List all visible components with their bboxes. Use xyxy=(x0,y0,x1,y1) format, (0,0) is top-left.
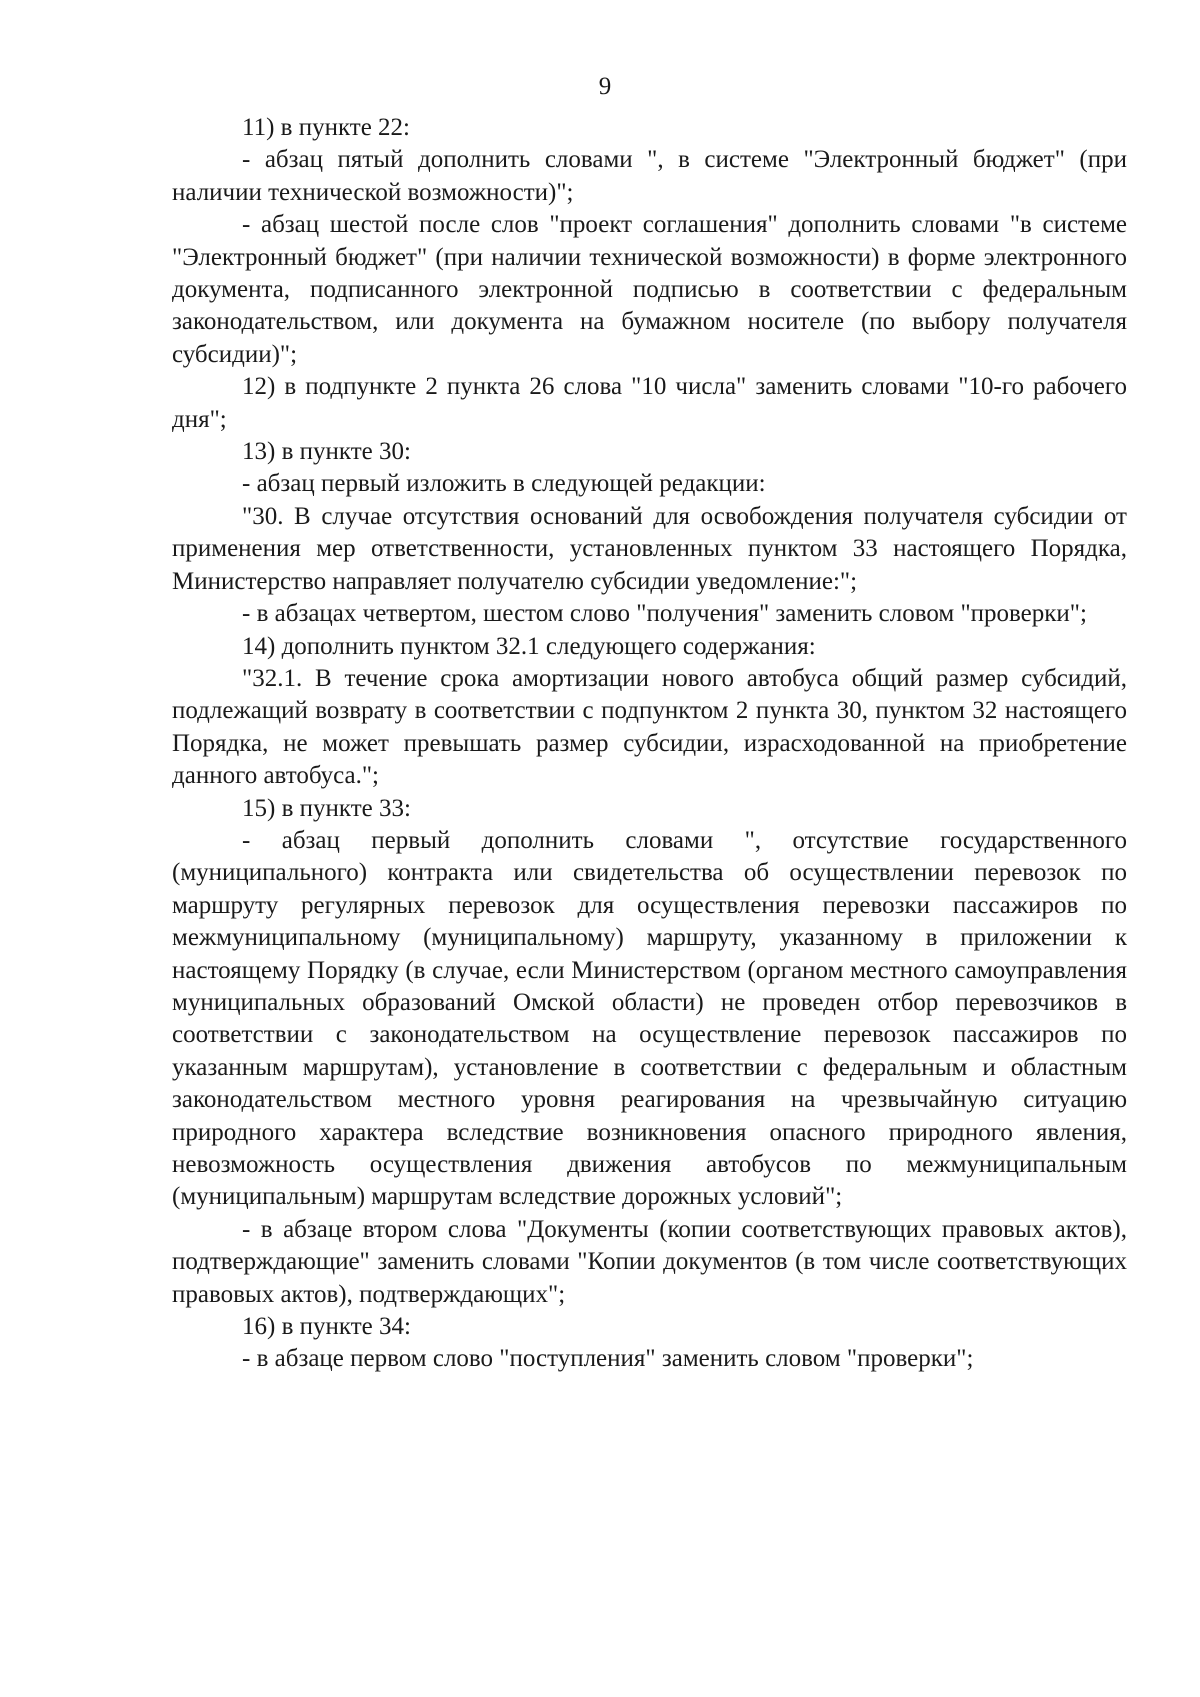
paragraph: 12) в подпункте 2 пункта 26 слова "10 числа" заменить словами "10-го рабочего дня"; xyxy=(172,373,1127,433)
paragraph: 15) в пункте 33: xyxy=(242,794,411,822)
paragraph: "30. В случае отсутствия оснований для освобождения получателя субсидии от применения мер ответственности, установленных пунктом 33 настоящего Порядка, Министерство направляет получателю субсидии уведомление:"; xyxy=(172,502,1127,595)
paragraph: 14) дополнить пунктом 32.1 следующего содержания: xyxy=(242,632,816,660)
paragraph: - в абзаце втором слова "Документы (копии соответствующих правовых актов), подтверждающие" заменить словами "Копии документов (в том числе соответствующих правовых актов), подтверждающих"; xyxy=(172,1215,1127,1308)
paragraph: "32.1. В течение срока амортизации нового автобуса общий размер субсидий, подлежащий возврату в соответствии с подпунктом 2 пункта 30, пунктом 32 настоящего Порядка, не может превышать размер субсидии, израсходованной на приобретение данного автобуса."; xyxy=(172,664,1127,790)
paragraph: - абзац первый дополнить словами ", отсутствие государственного (муниципального) контракта или свидетельства об осуществлении перевозок по маршруту регулярных перевозок для осуществления перевозки пассажиров по межмуниципальному (муниципальному) маршруту, указанному в приложении к настоящему Порядку (в случае, если Министерством (органом местного самоуправления муниципальных образований Омской области) не проведен отбор перевозчиков в соответствии с законодательством на осуществление перевозок пассажиров по указанным маршрутам), установление в соответствии с федеральным и областным законодательством местного уровня реагирования на чрезвычайную ситуацию природного характера вследствие возникновения опасного природного явления, невозможность осуществления движения автобусов по межмуниципальным (муниципальным) маршрутам вследствие дорожных условий"; xyxy=(172,826,1127,1211)
paragraph: - абзац шестой после слов "проект соглашения" дополнить словами "в системе "Электронный бюджет" (при наличии технической возможности) в форме электронного документа, подписанного электронной подписью в соответствии с федеральным законодательством, или документа на бумажном носителе (по выбору получателя субсидии)"; xyxy=(172,211,1127,368)
paragraph: - абзац пятый дополнить словами ", в системе "Электронный бюджет" (при наличии технической возможности)"; xyxy=(172,146,1127,206)
paragraph: 16) в пункте 34: xyxy=(242,1313,411,1341)
page-number: 9 xyxy=(598,73,612,100)
paragraph: 13) в пункте 30: xyxy=(242,438,411,466)
document-body xyxy=(172,112,1127,1376)
paragraph: - в абзаце первом слово "поступления" заменить словом "проверки"; xyxy=(242,1345,974,1373)
paragraph: 11) в пункте 22: xyxy=(242,114,410,141)
paragraph: - абзац первый изложить в следующей редакции: xyxy=(242,470,766,498)
paragraph: - в абзацах четвертом, шестом слово "получения" заменить словом "проверки"; xyxy=(242,600,1087,628)
